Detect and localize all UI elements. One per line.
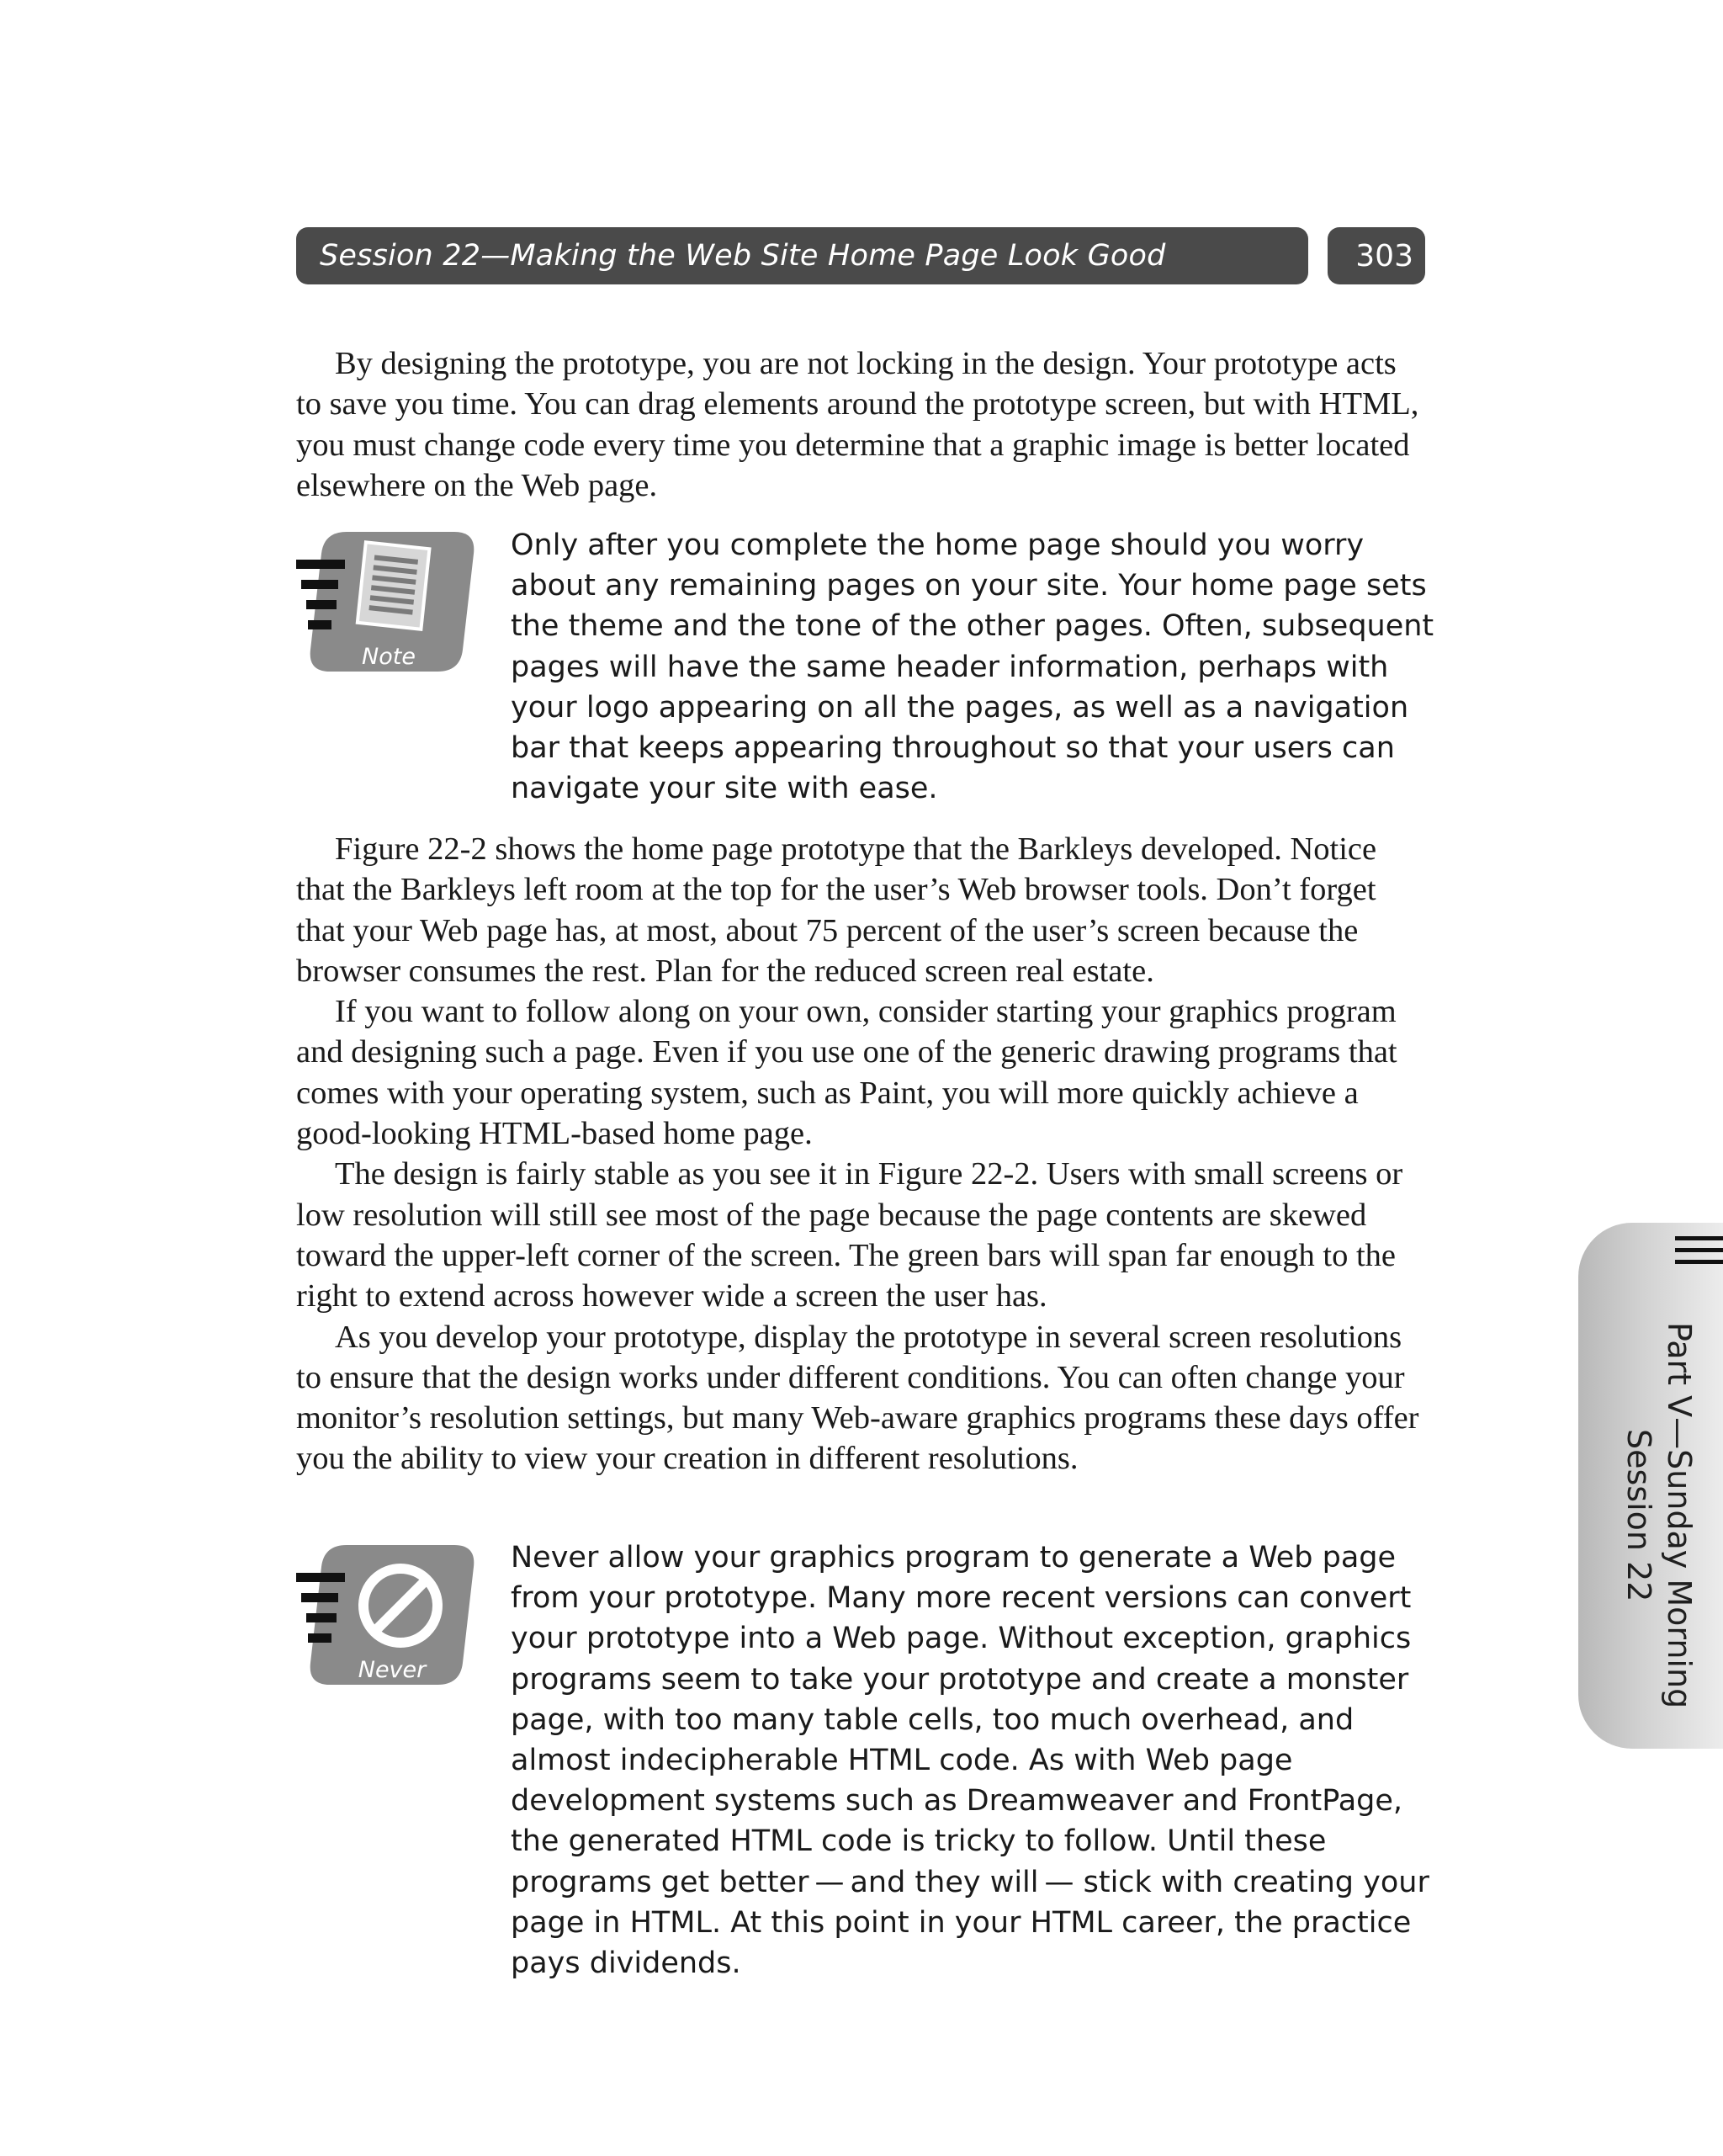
note-icon — [296, 532, 481, 677]
body-section — [296, 829, 1423, 1479]
note-callout — [511, 525, 1440, 809]
thumb-tab-label — [1598, 1322, 1699, 1709]
body-paragraph: If you want to follow along on your own, consider starting your graphics program and designing such a page. Even if you use one of the generic drawing programs that comes with your operating system, such as Paint, you will more quickly achieve a good-looking HTML-based home page. — [296, 994, 1397, 1152]
running-header — [296, 227, 1308, 284]
body-paragraph: As you develop your prototype, display the prototype in several screen resolutions to ensure that the design works under different conditions. You can often change your monitor’s resolution settings, but many Web-aware graphics programs these days offer you the ability to view your creation in different resolutions. — [296, 1319, 1419, 1477]
note-text: Only after you complete the home page should you worry about any remaining pages on your site. Your home page sets the theme and the tone of the other pages. Often, subsequent pages will have the same header information, perhaps with your logo appearing on all the pages, as well as a navigation bar that keeps appearing throughout so that your users can navigate your site with ease. — [511, 528, 1434, 806]
part-label: Part V—Sunday Morning — [1661, 1322, 1698, 1709]
never-text: Never allow your graphics program to generate a Web page from your prototype. Many more recent versions can convert your prototype into a Web page. Without exception, graphics programs seem to take your prototype and create a monster page, with too many table cells, too much overhead, and almost indecipherable HTML code. As with Web page development systems such as Dreamweaver and FrontPage, the generated HTML code is tricky to follow. Until these programs get better — and they will — stick with creating your page in HTML. At this point in your HTML career, the practice pays dividends. — [511, 1541, 1429, 1981]
session-label: Session 22 — [1620, 1429, 1657, 1602]
body-paragraph: Figure 22-2 shows the home page prototype that the Barkleys developed. Notice that the Barkleys left room at the top for the user’s Web browser tools. Don’t forget that your Web page has, at most, about 75 percent of the user’s screen because the browser consumes the rest. Plan for the reduced screen real estate. — [296, 831, 1377, 989]
body-paragraph: The design is fairly stable as you see it in Figure 22-2. Users with small screens or low resolution will still see most of the page because the page contents are skewed toward the upper-left corner of the screen. The green bars will span far enough to the right to extend across however wide a screen the user has. — [296, 1156, 1403, 1314]
never-callout — [511, 1537, 1440, 1983]
page-number: 303 — [1355, 238, 1413, 273]
part-thumb-tab — [1578, 1223, 1723, 1749]
page-number-box — [1328, 227, 1425, 284]
note-icon-label: Note — [362, 644, 416, 670]
tab-lines-icon — [1675, 1236, 1723, 1270]
header-title: Session 22—Making the Web Site Home Page Look Good — [320, 239, 1166, 273]
never-icon-label: Never — [358, 1657, 427, 1683]
intro-paragraph: By designing the prototype, you are not locking in the design. Your prototype acts to save you time. You can drag elements around the prototype screen, but with HTML, you must change code every time you determine that a graphic image is better located elsewhere on the Web page. — [296, 346, 1419, 503]
prohibited-icon — [296, 1545, 481, 1690]
intro-section — [296, 343, 1423, 506]
